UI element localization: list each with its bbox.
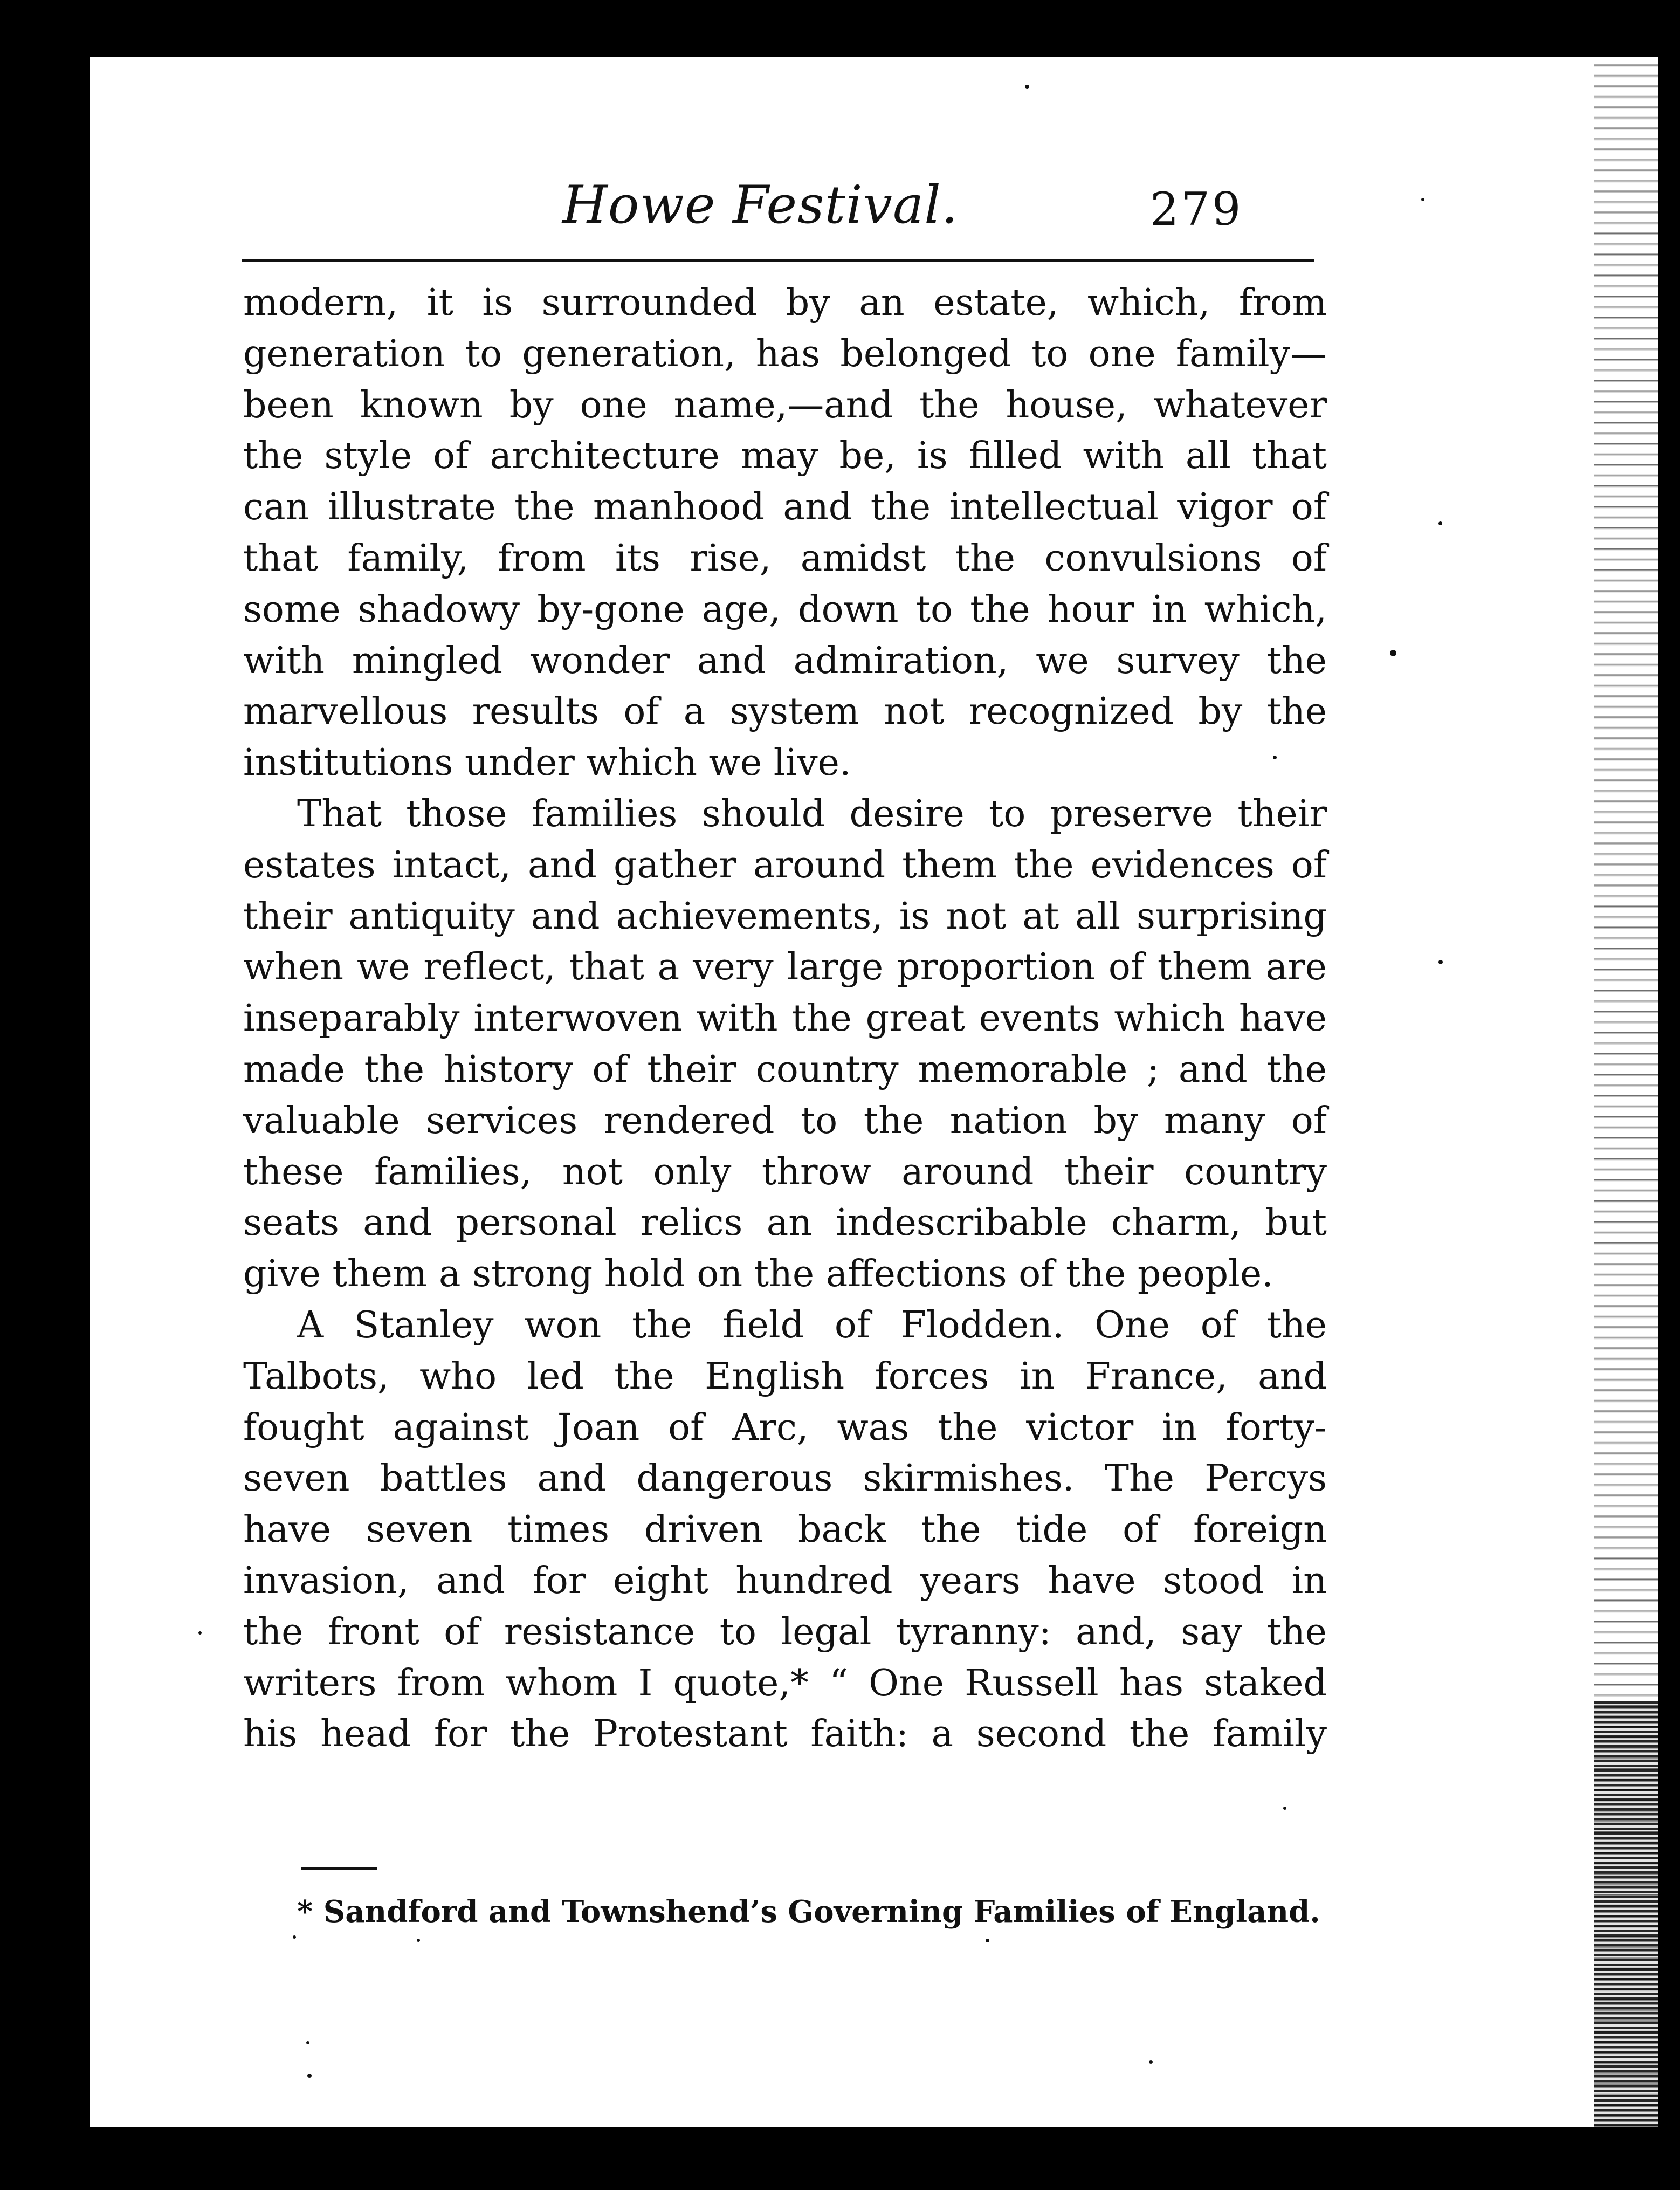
- scan-speck: [1273, 756, 1277, 759]
- text-line: institutions under which we live.: [243, 742, 851, 785]
- scan-speck: [307, 2074, 312, 2078]
- scan-speck: [986, 1939, 989, 1942]
- text-line: seven battles and dangerous skirmishes. The Percys: [243, 1457, 1327, 1500]
- scan-speck: [1025, 85, 1029, 89]
- paragraph-1: [243, 278, 1327, 789]
- scan-speck: [1438, 521, 1442, 525]
- text-line: invasion, and for eight hundred years have stood in: [243, 1559, 1327, 1602]
- text-line: made the history of their country memorable ; and the: [243, 1048, 1327, 1091]
- text-line: that family, from its rise, amidst the convulsions of: [243, 537, 1327, 580]
- text-line: when we reflect, that a very large proportion of them are: [243, 946, 1327, 989]
- footnote-rule: [301, 1867, 377, 1870]
- text-line: the front of resistance to legal tyranny: and, say the: [243, 1610, 1327, 1653]
- text-line: have seven times driven back the tide of foreign: [243, 1508, 1327, 1551]
- text-line: modern, it is surrounded by an estate, which, from: [243, 282, 1327, 324]
- scan-left-edge: [72, 57, 90, 2127]
- body-text: [243, 278, 1327, 1760]
- text-line: fought against Joan of Arc, was the victor in forty-: [243, 1406, 1327, 1449]
- text-line: A Stanley won the field of Flodden. One of the: [297, 1303, 1327, 1347]
- scan-speck: [417, 1939, 420, 1942]
- text-line: generation to generation, has belonged to one family—: [243, 332, 1327, 375]
- scan-speck: [1421, 198, 1424, 201]
- text-line: been known by one name,—and the house, whatever: [243, 383, 1327, 427]
- text-line: these families, not only throw around their country: [243, 1150, 1327, 1193]
- scan-speck: [198, 1631, 202, 1635]
- footnote: * Sandford and Townshend’s Governing Families of England.: [297, 1894, 1320, 1930]
- scan-speck: [1390, 650, 1396, 656]
- text-line: the style of architecture may be, is filled with all that: [243, 435, 1327, 478]
- text-line: their antiquity and achievements, is not at all surprising: [243, 895, 1327, 938]
- text-line: his head for the Protestant faith: a second the family: [243, 1713, 1327, 1756]
- scan-speck: [1438, 960, 1443, 964]
- header-rule: [242, 259, 1314, 262]
- text-line: inseparably interwoven with the great events which have: [243, 997, 1327, 1040]
- text-line: give them a strong hold on the affections of the people.: [243, 1253, 1273, 1296]
- text-line: Talbots, who led the English forces in France, and: [243, 1355, 1327, 1398]
- scan-right-edge-band: [1594, 1701, 1658, 2127]
- scan-speck: [293, 1935, 296, 1939]
- page-number: 279: [1150, 183, 1243, 236]
- text-line: writers from whom I quote,* “ One Russell has staked: [243, 1662, 1327, 1705]
- scan-speck: [1149, 2060, 1153, 2064]
- scan-speck: [306, 2041, 309, 2044]
- text-line: seats and personal relics an indescribable charm, but: [243, 1202, 1327, 1245]
- text-line: can illustrate the manhood and the intellectual vigor of: [243, 486, 1327, 529]
- paragraph-2: [243, 789, 1327, 1300]
- scan-right-edge: [1658, 57, 1680, 2127]
- text-line: That those families should desire to preserve their: [297, 792, 1327, 835]
- scan-speck: [1283, 1807, 1286, 1810]
- text-line: valuable services rendered to the nation by many of: [243, 1099, 1327, 1142]
- paragraph-3: [243, 1300, 1327, 1760]
- text-line: marvellous results of a system not recognized by the: [243, 690, 1327, 733]
- running-title: Howe Festival.: [562, 175, 959, 235]
- text-line: with mingled wonder and admiration, we survey the: [243, 639, 1327, 682]
- scanned-page: [72, 57, 1680, 2127]
- text-line: some shadowy by-gone age, down to the hour in which,: [243, 588, 1327, 631]
- text-line: estates intact, and gather around them the evidences of: [243, 843, 1327, 887]
- running-header: [72, 170, 1680, 240]
